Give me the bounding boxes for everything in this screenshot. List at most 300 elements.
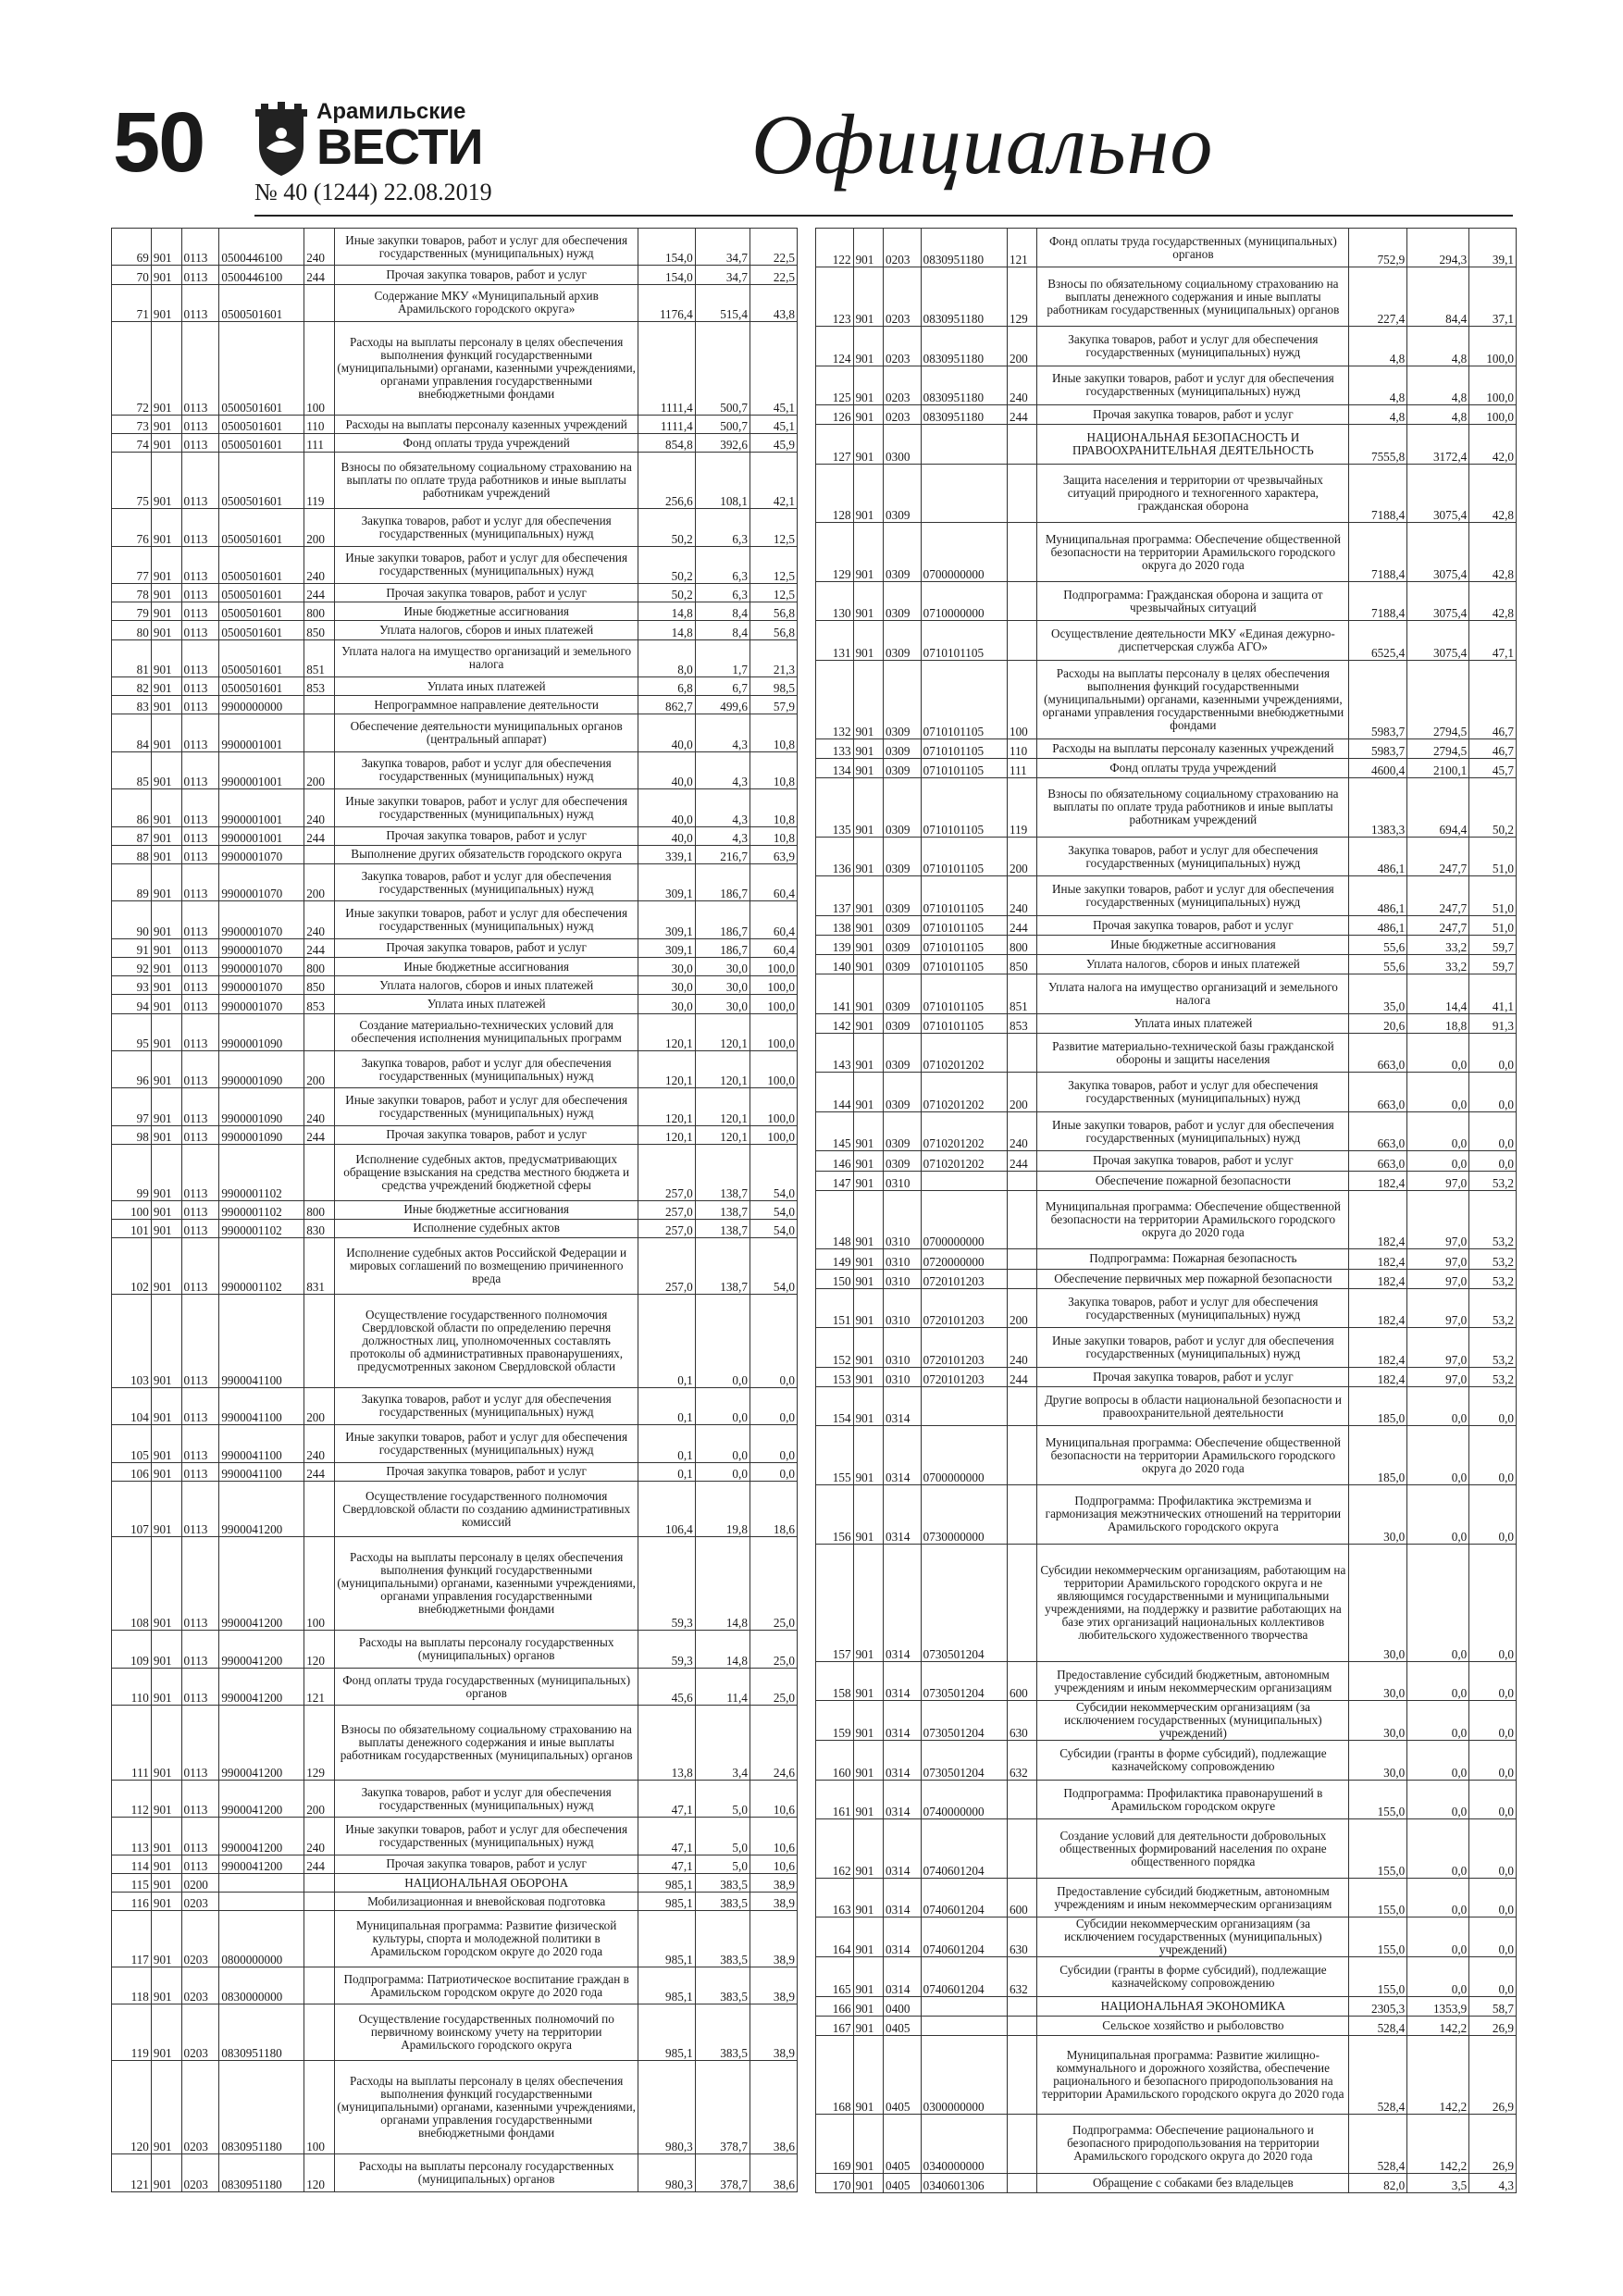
row-number: 83 [112,696,152,714]
ministry-code: 901 [151,509,181,546]
ministry-code: 901 [853,464,883,523]
row-number: 85 [112,751,152,788]
ministry-code: 901 [151,676,181,695]
item-description: Иные закупки товаров, работ и услуг для обеспечения государственных (муниципальных) нужд [334,1425,638,1462]
table-row [112,1893,798,1911]
target-article-code: 9900001001 [219,789,304,826]
row-number: 74 [112,434,152,453]
row-number: 120 [112,2061,152,2154]
executed-amount: 0,0 [1407,1701,1469,1741]
expense-type-code [1007,581,1036,620]
planned-amount: 309,1 [638,863,695,900]
target-article-code [921,1171,1007,1190]
item-description: Прочая закупка товаров, работ и услуг [1037,1367,1349,1386]
table-row [816,2173,1517,2192]
section-code: 0113 [181,416,219,434]
table-row [816,229,1517,267]
section-code: 0113 [181,1145,219,1201]
table-row [816,1171,1517,1190]
execution-percent: 38,9 [750,2004,797,2061]
table-row [816,935,1517,954]
planned-amount: 5983,7 [1349,660,1407,738]
expense-type-code: 244 [1007,1151,1036,1171]
expense-type-code [1007,2036,1036,2115]
table-row [816,758,1517,777]
table-row [112,1200,798,1219]
logo-title-small: Арамильские [316,99,466,124]
planned-amount: 752,9 [1349,229,1407,267]
executed-amount: 2100,1 [1407,758,1469,777]
execution-percent: 100,0 [1469,327,1517,366]
expense-type-code [304,2004,335,2061]
execution-percent: 45,9 [750,434,797,453]
execution-percent: 25,0 [750,1631,797,1668]
expense-type-code: 110 [1007,738,1036,758]
item-description: Субсидии (гранты в форме субсидий), подлежащие казначейскому сопровождению [1037,1741,1349,1780]
ministry-code: 901 [853,758,883,777]
section-code: 0203 [884,267,922,327]
table-row [112,995,798,1013]
item-description: Расходы на выплаты персоналу в целях обеспечения выполнения функций государственными (муниципальными) органами, казенными учреждениями, органами управления государственными внебюджетными фондами [334,1537,638,1631]
table-row [112,1387,798,1424]
row-number: 105 [112,1425,152,1462]
item-description: Закупка товаров, работ и услуг для обеспечения государственных (муниципальных) нужд [1037,1288,1349,1327]
expense-type-code: 110 [304,416,335,434]
executed-amount: 0,0 [1407,1426,1469,1485]
table-row [112,602,798,621]
table-row [112,639,798,676]
row-number: 170 [816,2173,854,2192]
planned-amount: 47,1 [638,1781,695,1818]
target-article-code: 0800000000 [219,1911,304,1967]
target-article-code: 0500446100 [219,266,304,284]
execution-percent: 0,0 [750,1462,797,1481]
expense-type-code: 200 [304,509,335,546]
planned-amount: 7188,4 [1349,464,1407,523]
ministry-code: 901 [853,1426,883,1485]
item-description: Расходы на выплаты персоналу в целях обеспечения выполнения функций государственными (муниципальными) органами, казенными учреждениями, органами управления государственными внебюджетными фондами [334,2061,638,2154]
expense-type-code [1007,1386,1036,1425]
row-number: 156 [816,1485,854,1545]
item-description: Осуществление государственных полномочий по первичному воинскому учету на территории Арамильского городского округа [334,2004,638,2061]
section-code: 0203 [884,404,922,424]
table-row [112,1088,798,1125]
expense-type-code: 240 [1007,1111,1036,1150]
section-code: 0113 [181,546,219,583]
target-article-code: 0500446100 [219,229,304,266]
execution-percent: 37,1 [1469,267,1517,327]
section-code: 0309 [884,1033,922,1072]
execution-percent: 0,0 [1469,1878,1517,1917]
item-description: Уплата иных платежей [334,995,638,1013]
table-row [112,266,798,284]
section-code: 0113 [181,1855,219,1873]
item-description: Иные закупки товаров, работ и услуг для обеспечения государственных (муниципальных) нужд [334,1088,638,1125]
item-description: Прочая закупка товаров, работ и услуг [1037,1151,1349,1171]
execution-percent: 58,7 [1469,1996,1517,2016]
executed-amount: 3,5 [1407,2173,1469,2192]
item-description: Подпрограмма: Гражданская оборона и защита от чрезвычайных ситуаций [1037,581,1349,620]
table-row [816,955,1517,974]
executed-amount: 84,4 [1407,267,1469,327]
expense-type-code [304,1294,335,1387]
row-number: 109 [112,1631,152,1668]
section-code: 0314 [884,1819,922,1879]
table-row [816,1780,1517,1818]
row-number: 111 [112,1706,152,1781]
ministry-code: 901 [853,425,883,464]
execution-percent: 0,0 [1469,1386,1517,1425]
section-code: 0113 [181,1781,219,1818]
executed-amount: 5,0 [695,1818,750,1855]
table-row [112,322,798,416]
planned-amount: 227,4 [1349,267,1407,327]
execution-percent: 0,0 [1469,1033,1517,1072]
section-code: 0113 [181,1219,219,1237]
executed-amount: 30,0 [695,976,750,995]
item-description: Взносы по обязательному социальному страхованию на выплаты денежного содержания и иные выплаты работникам государственных (муниципальных) органов [1037,267,1349,327]
section-code: 0113 [181,1706,219,1781]
ministry-code: 901 [151,2061,181,2154]
expense-type-code: 240 [304,229,335,266]
target-article-code: 0710201202 [921,1073,1007,1111]
item-description: Развитие материально-технической базы гражданской обороны и защиты населения [1037,1033,1349,1072]
ministry-code: 901 [151,995,181,1013]
section-code: 0113 [181,901,219,938]
execution-percent: 26,9 [1469,2017,1517,2036]
row-number: 112 [112,1781,152,1818]
expense-type-code [304,1013,335,1050]
executed-amount: 0,0 [1407,1485,1469,1545]
planned-amount: 120,1 [638,1013,695,1050]
section-code: 0309 [884,758,922,777]
table-row [112,1462,798,1481]
row-number: 125 [816,366,854,404]
execution-percent: 54,0 [750,1145,797,1201]
target-article-code: 0740601204 [921,1878,1007,1917]
execution-percent: 51,0 [1469,876,1517,915]
row-number: 103 [112,1294,152,1387]
row-number: 79 [112,602,152,621]
execution-percent: 60,4 [750,901,797,938]
row-number: 153 [816,1367,854,1386]
table-row [112,976,798,995]
ministry-code: 901 [853,1878,883,1917]
ministry-code: 901 [853,1288,883,1327]
planned-amount: 40,0 [638,714,695,751]
section-code: 0113 [181,1537,219,1631]
page-header [0,0,1623,222]
row-number: 129 [816,523,854,582]
expense-type-code: 100 [1007,660,1036,738]
ministry-code: 901 [151,2004,181,2061]
table-row [112,957,798,975]
planned-amount: 4,8 [1349,366,1407,404]
item-description: Уплата налогов, сборов и иных платежей [1037,955,1349,974]
ministry-code: 901 [151,845,181,863]
planned-amount: 663,0 [1349,1073,1407,1111]
table-row [816,1819,1517,1879]
execution-percent: 43,8 [750,284,797,321]
planned-amount: 985,1 [638,2004,695,2061]
row-number: 133 [816,738,854,758]
table-row [112,1855,798,1873]
section-code: 0113 [181,1462,219,1481]
table-row [816,2017,1517,2036]
execution-percent: 38,9 [750,1893,797,1911]
expense-type-code: 632 [1007,1741,1036,1780]
expense-type-code: 121 [304,1668,335,1705]
table-row [816,738,1517,758]
execution-percent: 100,0 [750,957,797,975]
execution-percent: 46,7 [1469,660,1517,738]
expense-type-code: 240 [304,1425,335,1462]
planned-amount: 30,0 [638,957,695,975]
row-number: 150 [816,1269,854,1288]
executed-amount: 142,2 [1407,2036,1469,2115]
row-number: 80 [112,621,152,639]
executed-amount: 0,0 [695,1425,750,1462]
ministry-code: 901 [853,935,883,954]
section-code: 0314 [884,1485,922,1545]
ministry-code: 901 [853,1485,883,1545]
expense-type-code: 129 [1007,267,1036,327]
table-row [816,1878,1517,1917]
target-article-code: 9900000000 [219,696,304,714]
executed-amount: 694,4 [1407,778,1469,838]
ministry-code: 901 [853,1996,883,2016]
section-code: 0203 [884,327,922,366]
target-article-code: 0830951180 [219,2154,304,2191]
row-number: 96 [112,1050,152,1087]
item-description: Мобилизационная и вневойсковая подготовка [334,1893,638,1911]
target-article-code: 9900041200 [219,1706,304,1781]
item-description: Другие вопросы в области национальной безопасности и правоохранительной деятельности [1037,1386,1349,1425]
planned-amount: 1111,4 [638,416,695,434]
execution-percent: 42,0 [1469,425,1517,464]
executed-amount: 4,3 [695,714,750,751]
expense-type-code: 244 [304,938,335,957]
target-article-code: 0740601204 [921,1957,1007,1996]
table-row [112,1050,798,1087]
ministry-code: 901 [151,602,181,621]
target-article-code: 0710101105 [921,837,1007,875]
ministry-code: 901 [853,660,883,738]
table-row [816,1544,1517,1661]
expense-type-code: 853 [304,995,335,1013]
executed-amount: 108,1 [695,453,750,509]
target-article-code: 9900001070 [219,976,304,995]
execution-percent: 56,8 [750,602,797,621]
planned-amount: 50,2 [638,583,695,602]
executed-amount: 1353,9 [1407,1996,1469,2016]
row-number: 72 [112,322,152,416]
executed-amount: 97,0 [1407,1249,1469,1269]
planned-amount: 155,0 [1349,1917,1407,1957]
execution-percent: 0,0 [750,1425,797,1462]
row-number: 89 [112,863,152,900]
expense-type-code: 240 [304,901,335,938]
ministry-code: 901 [853,1819,883,1879]
ministry-code: 901 [853,1386,883,1425]
expense-type-code [1007,1780,1036,1818]
planned-amount: 120,1 [638,1125,695,1144]
execution-percent: 41,1 [1469,974,1517,1013]
target-article-code: 0830951180 [921,366,1007,404]
section-code: 0314 [884,1741,922,1780]
section-code: 0300 [884,425,922,464]
section-code: 0113 [181,1200,219,1219]
planned-amount: 2305,3 [1349,1996,1407,2016]
executed-amount: 0,0 [1407,1661,1469,1700]
row-number: 142 [816,1013,854,1033]
table-row [816,464,1517,523]
planned-amount: 663,0 [1349,1033,1407,1072]
section-code: 0309 [884,955,922,974]
target-article-code: 9900001001 [219,714,304,751]
row-number: 135 [816,778,854,838]
target-article-code [219,1874,304,1893]
execution-percent: 100,0 [1469,404,1517,424]
section-code: 0113 [181,1481,219,1537]
expense-type-code: 100 [304,1537,335,1631]
executed-amount: 0,0 [1407,1741,1469,1780]
ministry-code: 901 [853,1033,883,1072]
ministry-code: 901 [151,416,181,434]
executed-amount: 14,8 [695,1537,750,1631]
section-code: 0405 [884,2017,922,2036]
section-code: 0113 [181,1294,219,1387]
expense-type-code [1007,2017,1036,2036]
table-row [112,826,798,845]
target-article-code [921,1996,1007,2016]
section-code: 0113 [181,1088,219,1125]
planned-amount: 4,8 [1349,404,1407,424]
planned-amount: 257,0 [638,1219,695,1237]
table-row [112,1818,798,1855]
target-article-code: 0740601204 [921,1819,1007,1879]
row-number: 88 [112,845,152,863]
table-row [112,1481,798,1537]
executed-amount: 4,3 [695,789,750,826]
expense-type-code: 800 [304,602,335,621]
issue-info: № 40 (1244) 22.08.2019 [254,179,492,205]
expense-type-code [1007,464,1036,523]
row-number: 116 [112,1893,152,1911]
ministry-code: 901 [853,1367,883,1386]
section-code: 0405 [884,2036,922,2115]
executed-amount: 247,7 [1407,915,1469,935]
ministry-code: 901 [151,863,181,900]
executed-amount: 3172,4 [1407,425,1469,464]
section-code: 0309 [884,778,922,838]
expense-type-code: 200 [1007,1073,1036,1111]
planned-amount: 6,8 [638,676,695,695]
item-description: Непрограммное направление деятельности [334,696,638,714]
planned-amount: 5983,7 [1349,738,1407,758]
table-row [112,453,798,509]
expense-type-code: 240 [1007,366,1036,404]
execution-percent: 0,0 [1469,1917,1517,1957]
section-code: 0310 [884,1328,922,1367]
ministry-code: 901 [853,523,883,582]
target-article-code: 0710201202 [921,1151,1007,1171]
item-description: Иные закупки товаров, работ и услуг для обеспечения государственных (муниципальных) нужд [334,789,638,826]
executed-amount: 97,0 [1407,1171,1469,1190]
section-code: 0113 [181,1125,219,1144]
target-article-code: 0300000000 [921,2036,1007,2115]
expense-type-code: 111 [1007,758,1036,777]
target-article-code: 0710101105 [921,876,1007,915]
execution-percent: 56,8 [750,621,797,639]
executed-amount: 6,3 [695,583,750,602]
item-description: Субсидии некоммерческим организациям (за исключением государственных (муниципальных) учреждений) [1037,1917,1349,1957]
expense-type-code: 853 [304,676,335,695]
target-article-code: 9900041200 [219,1781,304,1818]
ministry-code: 901 [853,1328,883,1367]
section-code: 0113 [181,583,219,602]
execution-percent: 38,9 [750,1911,797,1967]
table-row [816,1957,1517,1996]
execution-percent: 100,0 [750,976,797,995]
target-article-code: 0720101203 [921,1367,1007,1386]
ministry-code: 901 [151,696,181,714]
ministry-code: 901 [151,1855,181,1873]
section-code: 0113 [181,284,219,321]
planned-amount: 257,0 [638,1238,695,1295]
row-number: 158 [816,1661,854,1700]
executed-amount: 30,0 [695,957,750,975]
target-article-code: 9900001001 [219,751,304,788]
table-row [816,327,1517,366]
target-article-code: 0830951180 [921,229,1007,267]
item-description: Создание материально-технических условий для обеспечения исполнения муниципальных программ [334,1013,638,1050]
row-number: 78 [112,583,152,602]
execution-percent: 0,0 [1469,1701,1517,1741]
execution-percent: 0,0 [1469,1780,1517,1818]
planned-amount: 120,1 [638,1088,695,1125]
ministry-code: 901 [853,974,883,1013]
ministry-code: 901 [853,1190,883,1249]
ministry-code: 901 [853,621,883,660]
row-number: 138 [816,915,854,935]
ministry-code: 901 [853,2017,883,2036]
section-code: 0113 [181,826,219,845]
planned-amount: 30,0 [638,995,695,1013]
expense-type-code [304,284,335,321]
ministry-code: 901 [151,583,181,602]
row-number: 98 [112,1125,152,1144]
ministry-code: 901 [151,1200,181,1219]
section-code: 0113 [181,751,219,788]
ministry-code: 901 [853,738,883,758]
planned-amount: 14,8 [638,621,695,639]
expense-type-code: 853 [1007,1013,1036,1033]
executed-amount: 499,6 [695,696,750,714]
ministry-code: 901 [853,267,883,327]
planned-amount: 30,0 [1349,1701,1407,1741]
section-code: 0113 [181,602,219,621]
item-description: Расходы на выплаты персоналу в целях обеспечения выполнения функций государственными (муниципальными) органами, казенными учреждениями, органами управления государственными внебюджетными фондами [334,322,638,416]
executed-amount: 0,0 [1407,1917,1469,1957]
executed-amount: 3,4 [695,1706,750,1781]
ministry-code: 901 [853,366,883,404]
executed-amount: 0,0 [1407,1151,1469,1171]
item-description: Иные закупки товаров, работ и услуг для обеспечения государственных (муниципальных) нужд [334,229,638,266]
planned-amount: 40,0 [638,789,695,826]
executed-amount: 0,0 [1407,1033,1469,1072]
table-row [112,1013,798,1050]
